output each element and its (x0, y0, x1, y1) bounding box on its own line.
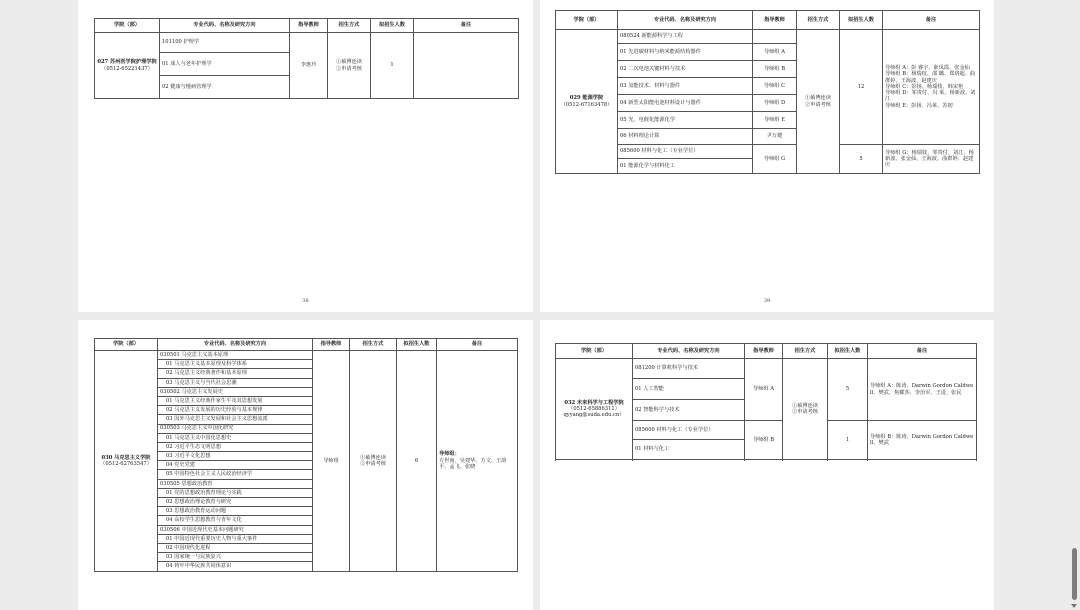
advisor-blank (753, 30, 797, 44)
direction-cell: 05 光、电催化能源化学 (618, 112, 753, 129)
direction-cell: 01 中国近现代重要历史人物与重大事件 (158, 534, 313, 543)
scrollbar-track[interactable] (1071, 0, 1078, 610)
direction-cell: 04 高校学生思想教育与青年文化 (158, 516, 313, 525)
method-line: ①硕博连读 (336, 59, 362, 66)
page-number: 38 (302, 298, 309, 304)
enrollment-table (555, 10, 980, 174)
header-count: 拟招生人数 (397, 339, 437, 351)
note-title: 导师组： (439, 451, 460, 458)
enrollment-table (94, 338, 518, 572)
direction-cell: 01 能源化学与材料化工 (618, 159, 753, 174)
header-advisor: 指导教师 (290, 19, 328, 33)
header-note: 备注 (883, 11, 980, 30)
direction-cell: 05 中国特色社会主义人民政治经济学 (158, 470, 313, 479)
college-cell (95, 33, 160, 99)
header-major: 专业代码、名称及研究方向 (618, 11, 753, 30)
college-cell (556, 30, 618, 174)
advisor-cell: 导师组 B (753, 61, 797, 78)
enrollment-table (94, 18, 519, 99)
direction-cell: 02 中国现代化进程 (158, 543, 313, 552)
header-method: 招生方式 (783, 344, 828, 359)
count-cell: 1 (828, 421, 868, 460)
header-college: 学院（部） (556, 11, 618, 30)
header-major: 专业代码、名称及研究方向 (158, 339, 313, 351)
header-major: 专业代码、名称及研究方向 (633, 344, 745, 359)
note-cell (414, 33, 519, 99)
major-cell: 085600 材料与化工（专业学位） (633, 421, 745, 440)
direction-cell: 03 国家统一与民族复兴 (158, 553, 313, 562)
advisor-cell: 导师组 (313, 351, 350, 572)
method-line: ①硕博连读 (360, 454, 386, 461)
document-page-39 (540, 0, 994, 312)
direction-cell: 03 习近平文化思想 (158, 452, 313, 461)
header-method: 招生方式 (797, 11, 840, 30)
header-count: 拟招生人数 (840, 11, 883, 30)
header-note: 备注 (437, 339, 518, 351)
note-cell: 导师组 G：杨瑞枝、邹贵付、刘江、杨新波、张金仙、王海波、曲群婷、赵建庆 (883, 145, 980, 174)
direction-cell: 03 思想政治教育运动问题 (158, 507, 313, 516)
document-page-38 (78, 0, 533, 312)
advisor-cell: 导师组 A (753, 44, 797, 61)
college-phone: （0512-67163478） (560, 101, 613, 108)
advisor-cell: 导师组 C (753, 78, 797, 95)
major-cell: 030506 中国近现代史基本问题研究 (158, 525, 313, 534)
college-phone: （0512-65221437） (101, 65, 153, 72)
count-cell: 6 (397, 351, 437, 572)
major-cell: 030505 思想政治教育 (158, 479, 313, 488)
direction-cell: 02 健康与慢病管理学 (160, 76, 290, 99)
method-cell (350, 351, 397, 572)
enrollment-table (555, 343, 977, 460)
major-cell: 030501 马克思主义基本原理 (158, 351, 313, 360)
advisor-cell: 导师组 E (753, 112, 797, 129)
header-count: 拟招生人数 (371, 19, 414, 33)
direction-cell: 04 新型太阳能电池材料设计与器件 (618, 95, 753, 112)
scrollbar-thumb[interactable] (1072, 548, 1077, 600)
header-major: 专业代码、名称及研究方向 (160, 19, 290, 33)
college-cell (95, 351, 158, 572)
header-college: 学院（部） (95, 19, 160, 33)
direction-cell: 04 党史党建 (158, 461, 313, 470)
advisor-cell: 导师组 B (745, 421, 783, 460)
direction-cell: 03 马克思主义与当代社会思潮 (158, 378, 313, 387)
header-method: 招生方式 (350, 339, 397, 351)
major-cell: 080524 新能源科学与工程 (618, 30, 753, 44)
direction-cell: 01 马克思主义经典作家生平及其思想发展 (158, 396, 313, 405)
majors-body (95, 351, 518, 572)
college-phone: （0512-62763547） (100, 460, 152, 467)
method-line: ②申请考核 (805, 101, 831, 108)
header-college: 学院（部） (95, 339, 158, 351)
note-cell: 导师组 A：彭 睿宇、耿凤霞、张金仙 导师组 B：杨瑞枝、邵 璐、郑珞超、曲群婷、王海波、赵建庆 导师组 C：彭扬、杨瑞枝、韩宋艳 导师组 D：邹贵付、冯 莱、杨新波、刘江 导师组 E：彭扬、冯莱、苏韧 (883, 30, 980, 145)
major-cell: 085600 材料与化工（专业学位） (618, 145, 753, 159)
header-count: 拟招生人数 (828, 344, 868, 359)
direction-cell: 03 国外马克思主义发展和社会主义思想流派 (158, 415, 313, 424)
header-college: 学院（部） (556, 344, 633, 359)
major-cell: 030502 马克思主义发展史 (158, 387, 313, 396)
direction-cell: 02 马克思主义经典著作和基本原理 (158, 369, 313, 378)
count-cell: 5 (840, 145, 883, 174)
direction-cell: 02 习近平生态文明思想 (158, 442, 313, 451)
header-note: 备注 (868, 344, 977, 359)
method-line: ①硕博连读 (805, 95, 831, 102)
college-email: qyyang@suda.edu.cn） (563, 412, 625, 419)
advisor-cell: 李惠玲 (290, 33, 328, 99)
direction-cell: 01 成人与老年护理学 (160, 53, 290, 76)
direction-cell: 02 二次电池关键材料与技术 (618, 61, 753, 78)
method-cell (783, 359, 828, 460)
college-cell (556, 359, 633, 460)
college-phone: （0512-65886311） (568, 405, 620, 412)
method-line: ②申请考核 (792, 409, 818, 415)
method-line: ②申请考核 (360, 460, 386, 467)
advisor-cell: 导师组 G (753, 145, 797, 174)
direction-cell: 01 人工智能 (633, 379, 745, 400)
direction-cell: 02 马克思主义发展的历史经验与基本规律 (158, 406, 313, 415)
direction-cell: 01 马克思主义基本原理及科学体系 (158, 360, 313, 369)
method-line: ②申请考核 (336, 65, 362, 72)
direction-cell: 02 智能科学与技术 (633, 400, 745, 421)
college-name: 027 苏州医学院护理学院 (97, 59, 157, 66)
major-cell: 101100 护理学 (160, 33, 290, 53)
major-cell: 081200 计算机科学与技术 (633, 359, 745, 379)
college-name: 030 马克思主义学院 (101, 454, 151, 461)
advisor-cell: 尹万健 (753, 129, 797, 145)
major-cell: 030503 马克思主义中国化研究 (158, 424, 313, 433)
method-cell (328, 33, 371, 99)
note-cell (437, 351, 518, 572)
header-advisor: 指导教师 (753, 11, 797, 30)
direction-cell: 01 党的思想政治教育理论与实践 (158, 488, 313, 497)
header-method: 招生方式 (328, 19, 371, 33)
college-name: 032 未来科学与工程学院 (564, 399, 624, 406)
count-cell: 5 (828, 359, 868, 421)
direction-cell: 01 马克思主义中国化思想史 (158, 433, 313, 442)
count-cell: 1 (371, 33, 414, 99)
method-cell (797, 30, 840, 174)
header-advisor: 指导教师 (313, 339, 350, 351)
note-cell: 导师组 B：陈涛、Darwin Gordon Caldwell、樊武 (868, 421, 977, 460)
direction-cell: 03 氢能技术、材料与器件 (618, 78, 753, 95)
header-advisor: 指导教师 (745, 344, 783, 359)
page-number: 39 (763, 298, 771, 304)
method-line: ①硕博连读 (792, 402, 818, 409)
direction-cell: 02 思想政治理论教育与研究 (158, 498, 313, 507)
scroll-down-arrow-icon[interactable] (1071, 604, 1077, 608)
direction-cell: 04 铸牢中华民族共同体意识 (158, 562, 313, 571)
advisor-cell: 导师组 D (753, 95, 797, 112)
note-cell: 导师组 A：陈涛、Darwin Gordon Caldwell、樊武、焦耀莎、李治军、王进、张民 (868, 359, 977, 421)
document-page-40 (78, 320, 533, 610)
college-name: 029 能源学院 (569, 95, 604, 102)
count-cell: 12 (840, 30, 883, 145)
direction-cell: 01 先进碳材料与纳米能源结构器件 (618, 44, 753, 61)
document-page-41 (540, 320, 994, 610)
header-note: 备注 (414, 19, 519, 33)
advisor-cell: 导师组 A (745, 359, 783, 421)
direction-cell: 06 材料理论计算 (618, 129, 753, 145)
note-text: 方世南、吴建华、方文、王韵平、孟飞、张晓 (439, 457, 507, 470)
direction-cell: 01 材料与化工 (633, 440, 745, 460)
